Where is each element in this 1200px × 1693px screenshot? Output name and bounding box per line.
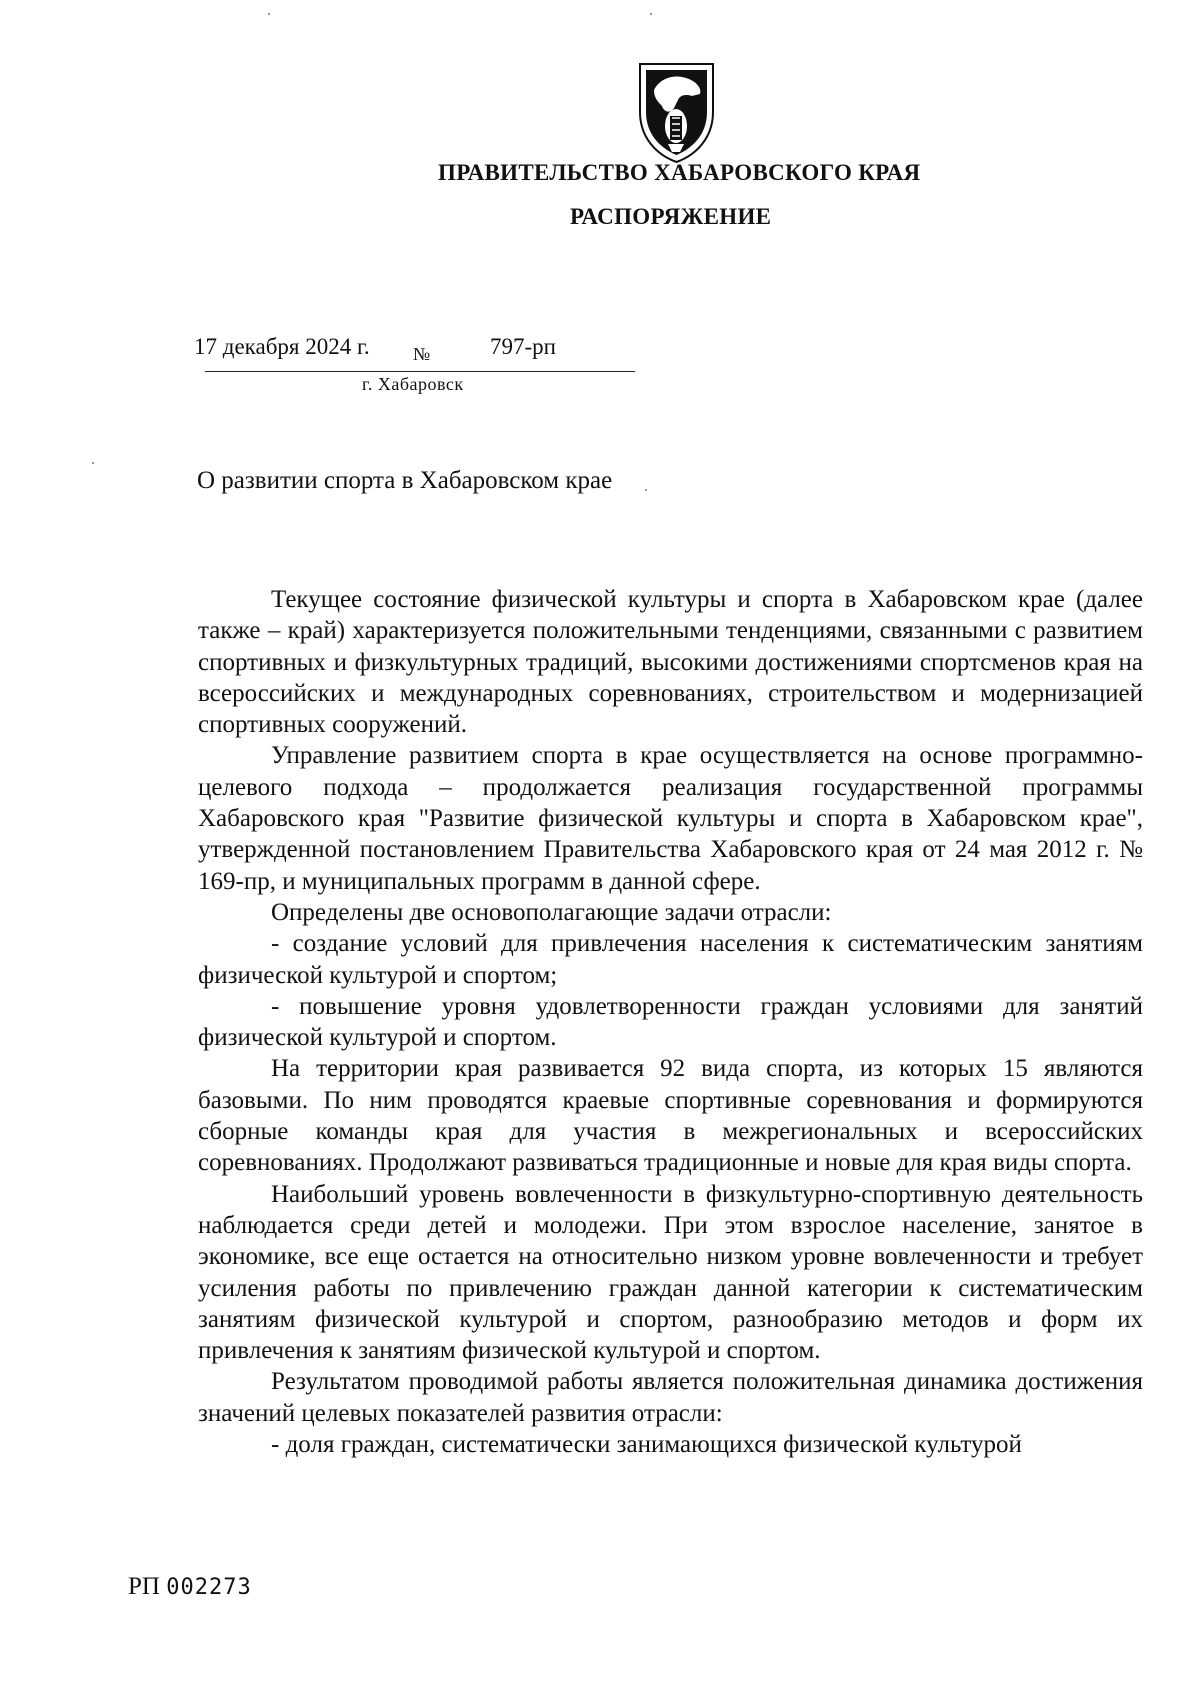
document-number: 797-рп	[490, 334, 556, 359]
body-list-item: - повышение уровня удовлетворенности граждан условиями для занятий физической культурой и спортом.	[198, 992, 1143, 1052]
number-label: №	[413, 344, 431, 364]
form-serial-number	[128, 1573, 252, 1601]
body-paragraph: На территории края развивается 92 вида спорта, из которых 15 являются базовыми. По ним проводятся краевые спортивные соревнования и формируются сборные команды края для участия в межрегиональных и всероссийских соревнованиях. Продолжают развиваться традиционные и новые для края виды спорта.	[198, 1055, 1143, 1177]
body-paragraph: Результатом проводимой работы является положительная динамика достижения значений целевых показателей развития отрасли:	[198, 1368, 1143, 1427]
city-name: г. Хабаровск	[362, 374, 464, 394]
document-date: 17 декабря 2024 г.	[194, 334, 370, 359]
form-serial-prefix: РП	[128, 1573, 160, 1600]
body-paragraph: Наибольший уровень вовлеченности в физкультурно-спортивную деятельность наблюдается среди детей и молодежи. При этом взрослое население, занятое в экономике, все еще остается на относительно низком уровне вовлеченности и требует усиления работы по привлечению граждан данной категории к систематическим занятиям физической культурой и спортом, разнообразию методов и форм их привлечения к занятиям физической культурой и спортом.	[198, 1180, 1143, 1365]
document-type-heading: РАСПОРЯЖЕНИЕ	[570, 204, 772, 229]
body-paragraph: Текущее состояние физической культуры и спорта в Хабаровском крае (далее также – край) характеризуется положительными тенденциями, связанными с развитием спортивных и физкультурных традиций, высокими достижениями спортсменов края на всероссийских и международных соревнованиях, строительством и модернизацией спортивных сооружений.	[198, 586, 1143, 739]
date-number-underline	[205, 371, 635, 372]
document-body	[198, 584, 1143, 1460]
body-paragraph: Управление развитием спорта в крае осуществляется на основе программно-целевого подхода – продолжается реализация государственной программы Хабаровского края "Развитие физической культуры и спорта в Хабаровском крае", утвержденной постановлением Правительства Хабаровского края от 24 мая 2012 г. № 169-пр, и муниципальных программ в данной сфере.	[198, 742, 1143, 895]
government-title: ПРАВИТЕЛЬСТВО ХАБАРОВСКОГО КРАЯ	[438, 160, 921, 185]
document-subject: О развитии спорта в Хабаровском крае	[197, 467, 613, 494]
body-list-item: - создание условий для привлечения населения к систематическим занятиям физической культурой и спортом;	[198, 930, 1143, 989]
form-serial-code: 002273	[166, 1575, 252, 1600]
body-paragraph: Определены две основополагающие задачи отрасли:	[271, 898, 832, 926]
coat-of-arms-emblem	[634, 60, 719, 164]
body-list-item: - доля граждан, систематически занимающихся физической культурой	[271, 1431, 1022, 1459]
